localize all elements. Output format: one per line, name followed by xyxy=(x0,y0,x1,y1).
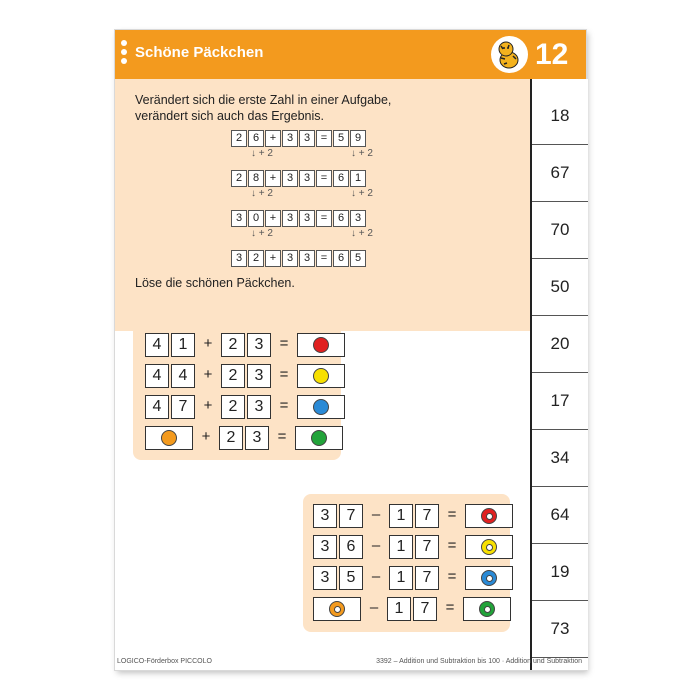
arrow-down-icon: ↓ + 2 xyxy=(351,228,373,239)
task-row xyxy=(313,597,513,621)
digit-box: 7 xyxy=(415,535,439,559)
header-bar xyxy=(115,30,586,79)
instruction-text: Löse die schönen Päckchen. xyxy=(135,276,295,290)
example-cell: 1 xyxy=(350,170,366,187)
color-marker-icon xyxy=(311,430,327,446)
example-cell: 5 xyxy=(350,250,366,267)
example-cell: 3 xyxy=(282,210,298,227)
result-slot[interactable] xyxy=(297,333,345,357)
example-row xyxy=(231,250,367,267)
page-number: 12 xyxy=(535,38,569,71)
arrow-down-icon: ↓ + 2 xyxy=(251,228,273,239)
example-cell: 3 xyxy=(282,250,298,267)
example-cell: + xyxy=(265,250,281,267)
color-marker-icon xyxy=(481,508,497,524)
equals-sign: = xyxy=(447,506,457,523)
digit-box: 7 xyxy=(171,395,195,419)
operator: + xyxy=(203,366,213,383)
example-cell: 5 xyxy=(333,130,349,147)
task-row xyxy=(313,566,515,590)
digit-box: 3 xyxy=(313,566,337,590)
answer-number: 64 xyxy=(532,486,588,544)
digit-box: 6 xyxy=(339,535,363,559)
example-cell: = xyxy=(316,210,332,227)
dots-icon xyxy=(121,40,127,67)
answer-number: 50 xyxy=(532,258,588,316)
example-cell: + xyxy=(265,210,281,227)
example-cell: 3 xyxy=(231,250,247,267)
tiger-icon xyxy=(491,36,528,73)
digit-box: 4 xyxy=(145,333,169,357)
equals-sign: = xyxy=(447,537,457,554)
example-row xyxy=(231,210,367,227)
footer-left: LOGICO-Förderbox PICCOLO xyxy=(117,658,212,665)
digit-box: 1 xyxy=(387,597,411,621)
result-slot[interactable] xyxy=(297,395,345,419)
task-row xyxy=(145,395,347,419)
answer-number: 17 xyxy=(532,372,588,430)
example-cell: + xyxy=(265,130,281,147)
operator: – xyxy=(369,599,379,616)
color-marker-icon xyxy=(481,539,497,555)
operator: + xyxy=(203,335,213,352)
digit-box: 3 xyxy=(247,364,271,388)
digit-box: 2 xyxy=(221,333,245,357)
digit-box: 7 xyxy=(413,597,437,621)
result-slot[interactable] xyxy=(463,597,511,621)
operator: + xyxy=(201,428,211,445)
task-row xyxy=(313,504,515,528)
example-cell: 3 xyxy=(299,210,315,227)
task-row xyxy=(313,535,515,559)
task-row xyxy=(145,333,347,357)
answer-slot[interactable] xyxy=(145,426,193,450)
digit-box: 3 xyxy=(313,504,337,528)
example-cell: = xyxy=(316,170,332,187)
example-cell: 6 xyxy=(333,170,349,187)
result-slot[interactable] xyxy=(465,566,513,590)
example-cell: 3 xyxy=(231,210,247,227)
digit-box: 7 xyxy=(339,504,363,528)
answer-number: 34 xyxy=(532,429,588,487)
answer-number: 73 xyxy=(532,600,588,658)
answer-number: 18 xyxy=(532,87,588,145)
example-cell: 2 xyxy=(231,130,247,147)
equals-sign: = xyxy=(445,599,455,616)
answer-slot[interactable] xyxy=(313,597,361,621)
equals-sign: = xyxy=(277,428,287,445)
example-cell: = xyxy=(316,130,332,147)
color-marker-icon xyxy=(313,337,329,353)
arrow-down-icon: ↓ + 2 xyxy=(251,148,273,159)
example-cell: 6 xyxy=(333,250,349,267)
example-cell: 0 xyxy=(248,210,264,227)
digit-box: 1 xyxy=(389,535,413,559)
operator: + xyxy=(203,397,213,414)
digit-box: 1 xyxy=(389,566,413,590)
answer-number: 70 xyxy=(532,201,588,259)
example-cell: 8 xyxy=(248,170,264,187)
digit-box: 7 xyxy=(415,566,439,590)
equals-sign: = xyxy=(279,397,289,414)
arrow-down-icon: ↓ + 2 xyxy=(351,148,373,159)
task-row xyxy=(145,364,347,388)
answer-column xyxy=(530,79,588,670)
operator: – xyxy=(371,506,381,523)
answer-number: 19 xyxy=(532,543,588,601)
example-cell: 6 xyxy=(333,210,349,227)
color-marker-icon xyxy=(313,368,329,384)
equals-sign: = xyxy=(447,568,457,585)
digit-box: 2 xyxy=(221,395,245,419)
operator: – xyxy=(371,568,381,585)
digit-box: 7 xyxy=(415,504,439,528)
digit-box: 1 xyxy=(389,504,413,528)
arrow-down-icon: ↓ + 2 xyxy=(251,188,273,199)
example-cell: 3 xyxy=(350,210,366,227)
footer-right: 3392 – Addition und Subtraktion bis 100 · Addition und Subtraktion xyxy=(376,658,582,665)
example-cell: 2 xyxy=(231,170,247,187)
intro-text: Verändert sich die erste Zahl in einer Aufgabe, verändert sich auch das Ergebnis. xyxy=(135,93,392,123)
example-cell: 6 xyxy=(248,130,264,147)
equals-sign: = xyxy=(279,335,289,352)
result-slot[interactable] xyxy=(465,535,513,559)
digit-box: 3 xyxy=(245,426,269,450)
worksheet-card xyxy=(115,30,586,670)
digit-box: 4 xyxy=(171,364,195,388)
digit-box: 3 xyxy=(313,535,337,559)
color-marker-icon xyxy=(481,570,497,586)
digit-box: 3 xyxy=(247,395,271,419)
digit-box: 2 xyxy=(219,426,243,450)
color-marker-icon xyxy=(313,399,329,415)
example-row xyxy=(231,130,367,147)
example-row xyxy=(231,170,367,187)
equals-sign: = xyxy=(279,366,289,383)
task-row xyxy=(145,426,345,450)
digit-box: 4 xyxy=(145,364,169,388)
result-slot[interactable] xyxy=(295,426,343,450)
digit-box: 2 xyxy=(221,364,245,388)
answer-number: 20 xyxy=(532,315,588,373)
example-cell: 3 xyxy=(299,250,315,267)
color-marker-icon xyxy=(479,601,495,617)
digit-box: 1 xyxy=(171,333,195,357)
digit-box: 3 xyxy=(247,333,271,357)
example-cell: 2 xyxy=(248,250,264,267)
arrow-down-icon: ↓ + 2 xyxy=(351,188,373,199)
color-marker-icon xyxy=(329,601,345,617)
digit-box: 5 xyxy=(339,566,363,590)
operator: – xyxy=(371,537,381,554)
result-slot[interactable] xyxy=(465,504,513,528)
answer-number: 67 xyxy=(532,144,588,202)
example-cell: = xyxy=(316,250,332,267)
example-cell: + xyxy=(265,170,281,187)
digit-box: 4 xyxy=(145,395,169,419)
example-cell: 3 xyxy=(299,130,315,147)
example-cell: 3 xyxy=(299,170,315,187)
example-cell: 9 xyxy=(350,130,366,147)
page-title: Schöne Päckchen xyxy=(135,44,264,61)
example-cell: 3 xyxy=(282,170,298,187)
example-cell: 3 xyxy=(282,130,298,147)
color-marker-icon xyxy=(161,430,177,446)
result-slot[interactable] xyxy=(297,364,345,388)
